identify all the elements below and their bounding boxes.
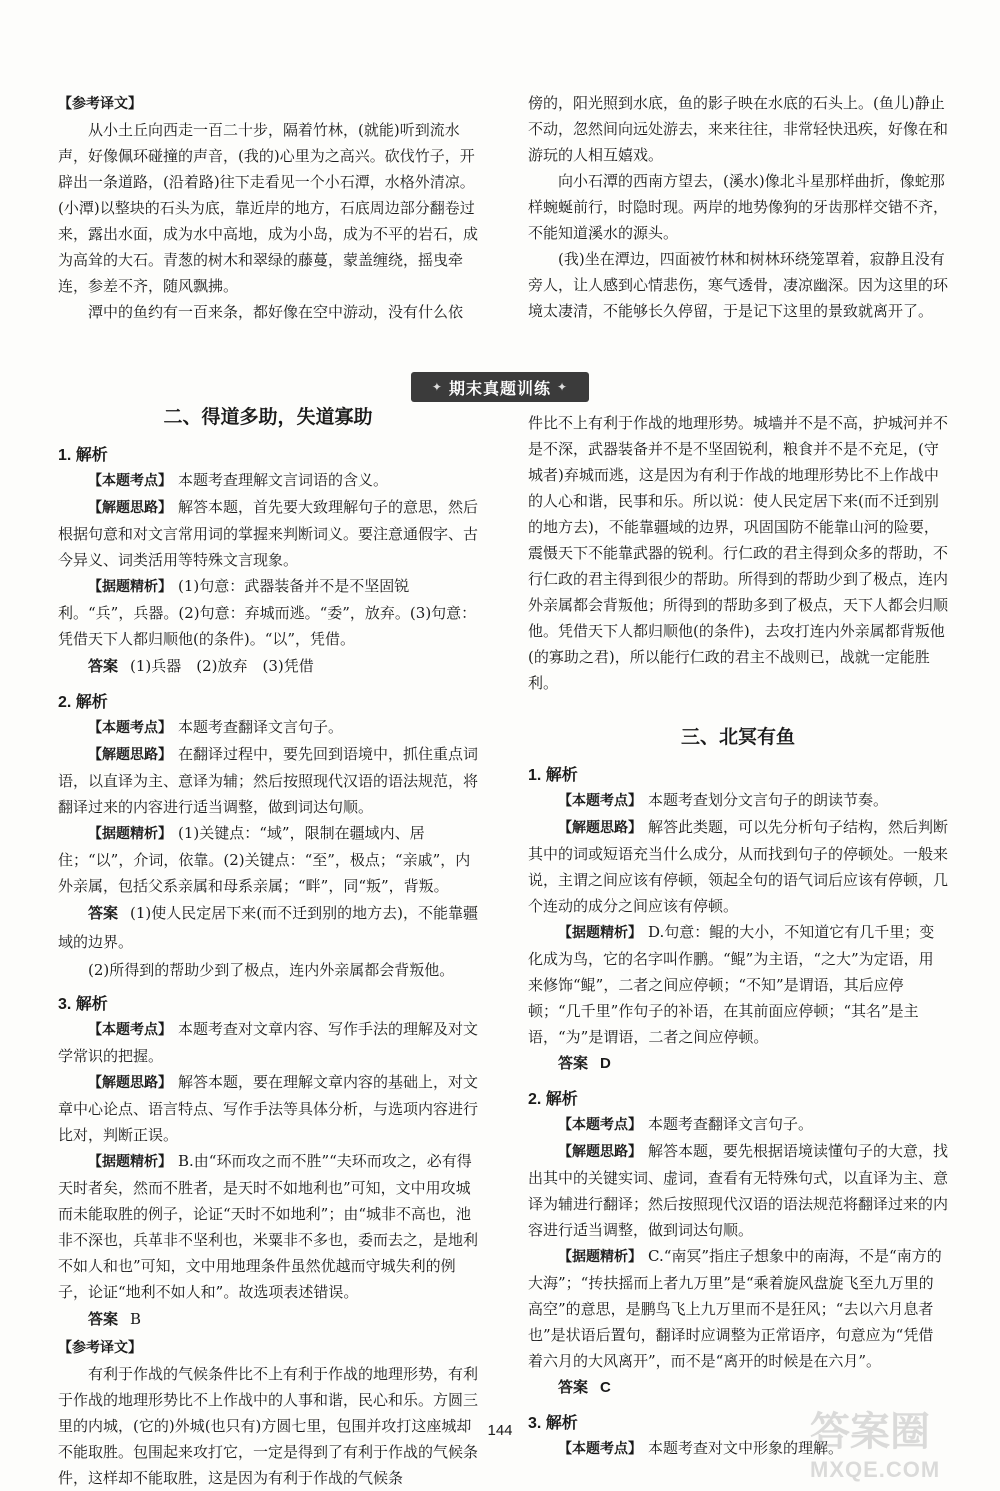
paragraph: 向小石潭的西南方望去，(溪水)像北斗星那样曲折，像蛇那样蜿蜒前行，时隐时现。两岸的地势像狗的牙齿那样交错不齐，不能知道溪水的源头。 [528, 172, 949, 242]
text: 本题考查对文中形象的理解。 [648, 1439, 844, 1457]
watermark-logo [810, 1400, 990, 1480]
question-number: 3. 解析 [528, 1415, 578, 1432]
section-banner: ✦ 期末真题训练 ✦ [411, 372, 589, 402]
tag: 【解题思路】 [558, 820, 642, 836]
diamond-icon: ✦ [557, 380, 569, 394]
question-number: 1. 解析 [528, 767, 578, 784]
text: 解答本题，要在理解文章内容的基础上，对文章中心论点、语言特点、写作手法等具体分析，与选项内容进行比对，判断正误。 [58, 1073, 479, 1144]
text: 本题考查划分文言句子的朗读节奏。 [648, 791, 889, 809]
tag: 【据题精析】 [88, 579, 172, 595]
tag: 【本题考点】 [88, 720, 172, 736]
question-number: 1. 解析 [58, 447, 108, 464]
question-number: 3. 解析 [58, 996, 108, 1013]
tag: 【本题考点】 [88, 1022, 172, 1038]
tag: 【解题思路】 [88, 1075, 172, 1091]
paragraph: 件比不上有利于作战的地理形势。城墙并不是不高，护城河并不是不深，武器装备并不是不坚固锐利，粮食并不是不充足，(守城者)弃城而逃，这是因为有利于作战的地理形势比不上作战中的人心和谐，民事和乐。所以说：使人民定居下来(而不迁到别的地方去)，不能靠疆域的边界，巩固国防不能靠山河的险要，震慑天下不能靠武器的锐利。行仁政的君主得到众多的帮助，不行仁政的君主得到很少的帮助。所得到的帮助少到了极点，连内外亲属都会背叛他；所得到的帮助多到了极点，天下人都会归顺他。凭借天下人都归顺他(的条件)，去攻打连内外亲属都背叛他(的寡助之君)，所以能行仁政的君主不战则已，战就一定能胜利。 [528, 414, 949, 692]
paragraph: 从小土丘向西走一百二十步，隔着竹林，(就能)听到流水声，好像佩环碰撞的声音，(我的)心里为之高兴。砍伐竹子，开辟出一条道路，(沿着路)往下走看见一个小石潭，水格外清凉。(小潭)以整块的石头为底，靠近岸的地方，石底周边部分翻卷过来，露出水面，成为水中高地，成为小岛，成为不平的岩石，成为高耸的大石。青葱的树木和翠绿的藤蔓，蒙盖缠绕，摇曳牵连，参差不齐，随风飘拂。 [58, 121, 479, 295]
tag: 【解题思路】 [88, 747, 172, 763]
text: 在翻译过程中，要先回到语境中，抓住重点词语，以直译为主、意译为辅；然后按照现代汉语的语法规范，将翻译过来的内容进行适当调整，做到词达句顺。 [58, 745, 479, 816]
paragraph: 潭中的鱼约有一百来条，都好像在空中游动，没有什么依 [88, 303, 464, 321]
paragraph: 傍的，阳光照到水底，鱼的影子映在水底的石头上。(鱼儿)静止不动，忽然间向远处游去，来来往往，非常轻快迅疾，好像在和游玩的人相互嬉戏。 [528, 94, 949, 164]
text: 本题考查理解文言词语的含义。 [178, 471, 389, 489]
answer-line: (2)所得到的帮助少到了极点，连内外亲属都会背叛他。 [88, 961, 455, 979]
diamond-icon: ✦ [431, 380, 443, 394]
tag: 【解题思路】 [88, 500, 172, 516]
right-column [528, 410, 948, 1462]
paragraph: 有利于作战的气候条件比不上有利于作战的地理形势，有利于作战的地理形势比不上作战中的人事和谐，民心和乐。方圆三里的内城，(它的)外城(也只有)方圆七里，包围并攻打这座城却不能取胜。包围起来攻打它，一定是得到了有利于作战的气候条件，这样却不能取胜，这是因为有利于作战的气候条 [58, 1365, 479, 1487]
text: 解答此类题，可以先分析句子结构，然后判断其中的词或短语充当什么成分，从而找到句子的停顿处。一般来说，主谓之间应该有停顿，领起全句的语气词后应该有停顿，几个连动的成分之间应该有停顿。 [528, 818, 949, 915]
watermark-url: MXQE.COM [810, 1457, 941, 1482]
section-title: 三、北冥有鱼 [680, 726, 795, 748]
question-number: 2. 解析 [58, 694, 108, 711]
tag: 【据题精析】 [88, 1154, 172, 1170]
text: 本题考查翻译文言句子。 [648, 1115, 814, 1133]
text: 解答本题，首先要大致理解句子的意思，然后根据句意和对文言常用词的掌握来判断词义。要注意通假字、古今异义、词类活用等特殊文言现象。 [58, 498, 479, 569]
answer: 答案 B [88, 1310, 142, 1328]
tag: 【本题考点】 [88, 473, 172, 489]
tag: 【解题思路】 [558, 1144, 642, 1160]
text: 解答本题，要先根据语境读懂句子的大意，找出其中的关键实词、虚词，查看有无特殊句式，以直译为主、意译为辅进行翻译；然后按照现代汉语的语法规范将翻译过来的内容进行适当调整，做到词达句顺。 [528, 1142, 949, 1239]
page-number: 144 [487, 1422, 513, 1439]
reference-translation-label: 【参考译文】 [58, 1340, 142, 1356]
text: C.“南冥”指庄子想象中的南海，不是“南方的大海”；“抟扶摇而上者九万里”是“乘着旋风盘旋飞至九万里的高空”的意思，是鹏鸟飞上九万里而不是狂风；“去以六月息者也”是状语后置句，翻译时应调整为正常语序，句意应为“凭借着六月的大风离开”，而不是“离开的时候是在六月”。 [528, 1247, 942, 1370]
tag: 【据题精析】 [558, 1249, 642, 1265]
text: 本题考查翻译文言句子。 [178, 718, 344, 736]
top-left-column [58, 90, 478, 325]
left-column [58, 400, 478, 1491]
answer: 答案 C [558, 1379, 611, 1396]
tag: 【据题精析】 [558, 925, 642, 941]
watermark-text: 答案圈 [810, 1410, 930, 1454]
tag: 【本题考点】 [558, 793, 642, 809]
answer: 答案 (1)使人民定居下来(而不迁到别的地方去)，不能靠疆域的边界。 [58, 904, 478, 951]
answer: 答案 D [558, 1055, 611, 1072]
text: B.由“环而攻之而不胜”“夫环而攻之，必有得天时者矣，然而不胜者，是天时不如地利也”可知，文中用攻城而未能取胜的例子，论证“天时不如地利”；由“城非不高也，池非不深也，兵革非不坚利也，米粟非不多也，委而去之，是地利不如人和也”可知，文中用地理条件虽然优越而守城失利的例子，论证“地利不如人和”。故选项表述错误。 [58, 1152, 479, 1301]
reference-translation-label: 【参考译文】 [58, 96, 142, 112]
text: (1)句意：武器装备并不是不坚固锐利。“兵”，兵器。(2)句意：弃城而逃。“委”，放弃。(3)句意：凭借天下人都归顺他(的条件)。“以”，凭借。 [58, 577, 477, 648]
section-title: 二、得道多助，失道寡助 [163, 406, 373, 428]
top-right-column [528, 90, 948, 324]
text: 本题考查对文章内容、写作手法的理解及对文学常识的把握。 [58, 1020, 479, 1065]
text: (1)关键点：“域”，限制在疆域内、居住；“以”，介词，依靠。(2)关键点：“至”，极点；“亲戚”，内外亲属，包括父系亲属和母系亲属；“畔”，同“叛”，背叛。 [58, 824, 471, 895]
tag: 【本题考点】 [558, 1441, 642, 1457]
tag: 【本题考点】 [558, 1117, 642, 1133]
question-number: 2. 解析 [528, 1091, 578, 1108]
answer: 答案 (1)兵器 (2)放弃 (3)凭借 [88, 657, 314, 675]
tag: 【据题精析】 [88, 826, 172, 842]
text: D.句意：鲲的大小，不知道它有几千里；变化成为鸟，它的名字叫作鹏。“鲲”为主语，“之大”为定语，用来修饰“鲲”，二者之间应停顿；“不知”是谓语，其后应停顿；“几千里”作句子的补语，在其前面应停顿；“其名”是主语，“为”是谓语，二者之间应停顿。 [528, 923, 935, 1046]
paragraph: (我)坐在潭边，四面被竹林和树林环绕笼罩着，寂静且没有旁人，让人感到心情悲伤，寒气透骨，凄凉幽深。因为这里的环境太凄清，不能够长久停留，于是记下这里的景致就离开了。 [528, 250, 949, 320]
